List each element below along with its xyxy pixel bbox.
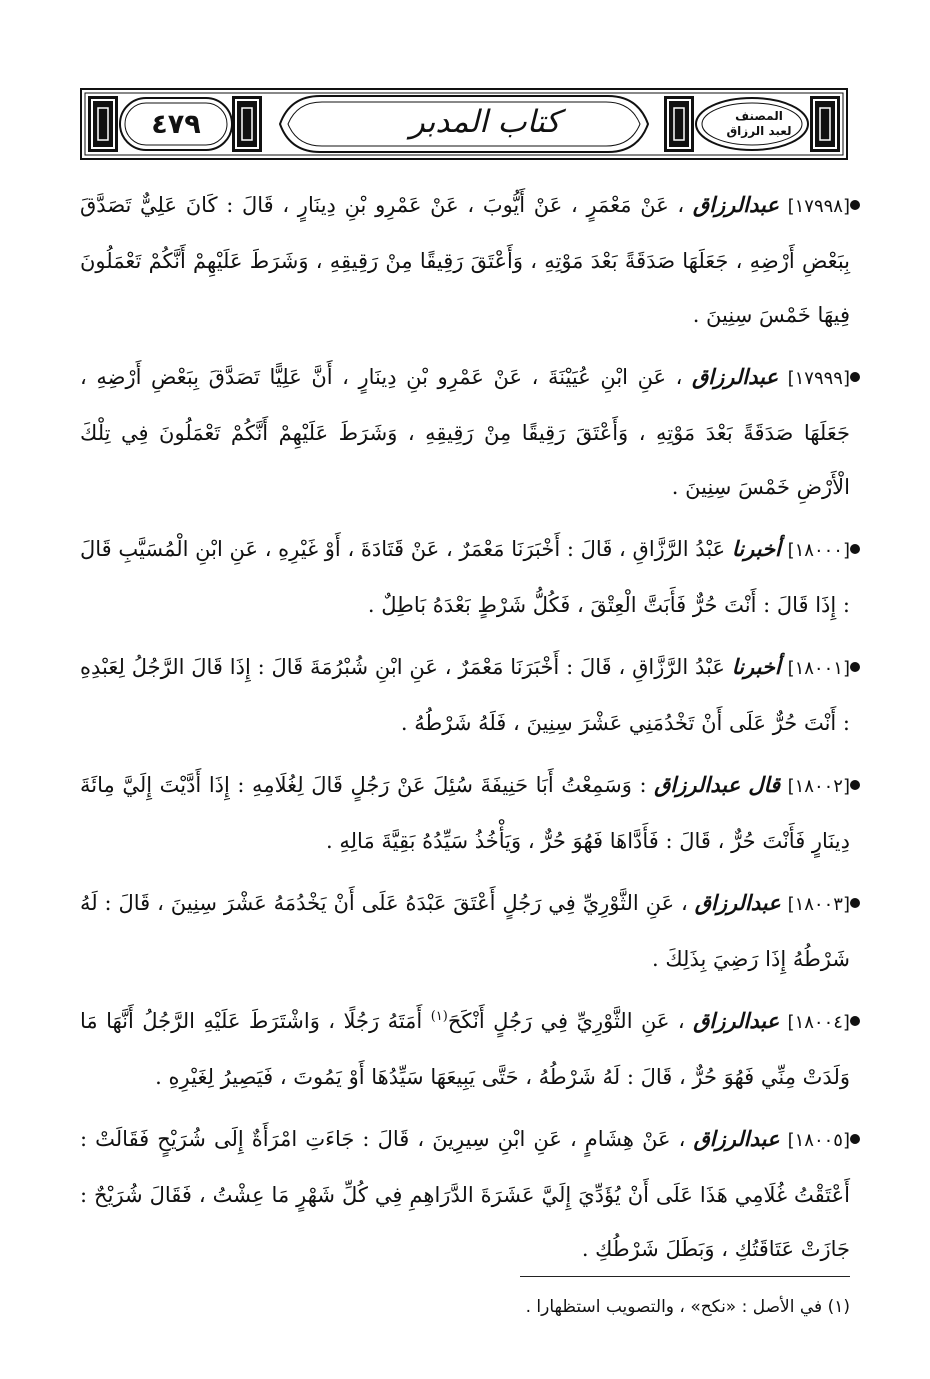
hadith-entry xyxy=(80,758,850,868)
bullet-icon xyxy=(850,544,860,554)
bullet-icon xyxy=(850,1134,860,1144)
footnote-reference[interactable]: (١) xyxy=(430,1009,448,1024)
hadith-text: ، عَنْ مَعْمَرٍ ، عَنْ أَيُّوبَ ، عَنْ عَمْرِو بْنِ دِينَارٍ ، قَالَ : كَانَ عَلِيٌّ تَصَدَّقَ بِبَعْضِ أَرْضِهِ ، جَعَلَهَا صَدَقَةً بَعْدَ مَوْتِهِ ، وَأَعْتَقَ رَقِيقًا مِنْ رَقِيقِهِ ، وَشَرَطَ عَلَيْهِمْ أَنَّكُمْ تَعْمَلُونَ فِيهَا خَمْسَ سِنِينَ . xyxy=(80,193,850,327)
hadith-entry xyxy=(80,640,850,750)
hadith-number: [١٧٩٩٨] xyxy=(787,196,850,217)
emblem-line-1: المصنف xyxy=(735,109,783,123)
emblem xyxy=(700,100,818,148)
hadith-entry xyxy=(80,522,850,632)
book-title: كتاب المدبر xyxy=(409,104,561,140)
hadith-number: [١٨٠٠٣] xyxy=(787,894,850,915)
emblem-line-2: لعبد الرزاق xyxy=(726,124,792,138)
hadith-text: عَبْدُ الرَّزَّاقِ ، قَالَ : أَخْبَرَنَا مَعْمَرٌ ، عَنْ قَتَادَةَ ، أَوْ غَيْرِهِ ، عَنِ ابْنِ الْمُسَيَّبِ قَالَ : إِذَا قَالَ : أَنْتَ حُرٌّ فَأَبَتَّ الْعِتْقَ ، فَكُلُّ شَرْطٍ بَعْدَهُ بَاطِلٌ . xyxy=(80,537,850,617)
hadith-narrator: عبدالرزاق xyxy=(693,1008,780,1033)
hadith-list xyxy=(80,178,850,1284)
hadith-entry xyxy=(80,994,850,1104)
hadith-narrator: عبدالرزاق xyxy=(694,890,781,915)
hadith-text: عَبْدُ الرَّزَّاقِ ، قَالَ : أَخْبَرَنَا مَعْمَرٌ ، عَنِ ابْنِ شُبْرُمَةَ قَالَ : إِذَا قَالَ الرَّجُلُ لِعَبْدِهِ : أَنْتَ حُرٌّ عَلَى أَنْ تَخْدُمَنِي عَشْرَ سِنِينَ ، فَلَهُ شَرْطُهُ . xyxy=(80,655,850,735)
footnote: (١) في الأصل : «نكح» ، والتصويب استظهارا . xyxy=(525,1297,850,1317)
bullet-icon xyxy=(850,780,860,790)
hadith-number: [١٧٩٩٩] xyxy=(787,368,850,389)
bullet-icon xyxy=(850,372,860,382)
hadith-number: [١٨٠٠٥] xyxy=(787,1130,850,1151)
hadith-entry xyxy=(80,350,850,514)
hadith-text: ، عَنِ الثَّوْرِيِّ فِي رَجُلٍ أَعْتَقَ عَبْدَهُ عَلَى أَنْ يَخْدُمَهُ عَشْرَ سِنِينَ ، قَالَ : لَهُ شَرْطُهُ إِذَا رَضِيَ بِذَلِكَ . xyxy=(80,891,850,971)
hadith-text: : وَسَمِعْتُ أَبَا حَنِيفَةَ سُئِلَ عَنْ رَجُلٍ قَالَ لِغُلَامِهِ : إِذَا أَدَّيْتَ إِلَيَّ مِائَةَ دِينَارٍ فَأَنْتَ حُرٌّ ، قَالَ : فَأَدَّاهَا فَهُوَ حُرٌّ ، وَيَأْخُذُ سَيِّدُهُ بَقِيَّةَ مَالِهِ . xyxy=(80,773,850,853)
footnote-divider xyxy=(520,1276,850,1277)
hadith-number: [١٨٠٠٢] xyxy=(787,776,850,797)
hadith-entry xyxy=(80,178,850,342)
hadith-narrator: قال عبدالرزاق xyxy=(654,772,780,797)
bullet-icon xyxy=(850,1016,860,1026)
bullet-icon xyxy=(850,898,860,908)
hadith-entry xyxy=(80,1112,850,1276)
hadith-number: [١٨٠٠٤] xyxy=(787,1012,850,1033)
hadith-text: أَمَتَهُ رَجُلًا ، وَاشْتَرَطَ عَلَيْهِ الرَّجُلُ أَنَّهَا مَا وَلَدَتْ مِنِّي فَهُوَ حُرٌّ ، قَالَ : لَهُ شَرْطُهُ ، حَتَّى يَبِيعَهَا سَيِّدُهَا أَوْ يَمُوتَ ، فَيَصِيرُ لِغَيْرِهِ . xyxy=(80,1009,850,1089)
hadith-narrator: عبدالرزاق xyxy=(692,192,779,217)
page-number: ٤٧٩ xyxy=(151,108,201,140)
hadith-narrator: عبدالرزاق xyxy=(692,364,778,389)
hadith-narrator: أخبرنا xyxy=(731,654,781,679)
bullet-icon xyxy=(850,200,860,210)
page-header xyxy=(80,88,848,160)
hadith-text: ، عَنْ هِشَامٍ ، عَنِ ابْنِ سِيرِينَ ، قَالَ : جَاءَتِ امْرَأَةٌ إِلَى شُرَيْحٍ فَقَالَتْ : أَعْتَقْتُ غُلَامِي هَذَا عَلَى أَنْ يُؤَدِّيَ إِلَيَّ عَشَرَةَ الدَّرَاهِمِ فِي كُلِّ شَهْرٍ مَا عِشْتُ ، فَقَالَ شُرَيْحٌ : جَازَتْ عَتَاقَتُكِ ، وَبَطَلَ شَرْطُكِ . xyxy=(80,1127,850,1261)
hadith-text-before-note: ، عَنِ الثَّوْرِيِّ فِي رَجُلٍ أَنْكَحَ xyxy=(447,1009,685,1033)
hadith-number: [١٨٠٠٠] xyxy=(787,540,850,561)
hadith-number: [١٨٠٠١] xyxy=(787,658,850,679)
bullet-icon xyxy=(850,662,860,672)
hadith-narrator: عبدالرزاق xyxy=(693,1126,780,1151)
hadith-narrator: أخبرنا xyxy=(731,536,781,561)
hadith-entry xyxy=(80,876,850,986)
hadith-text: ، عَنِ ابْنِ عُيَيْنَةَ ، عَنْ عَمْرِو بْنِ دِينَارٍ ، أَنَّ عَلِيًّا تَصَدَّقَ بِبَعْضِ أَرْضِهِ ، جَعَلَهَا صَدَقَةً بَعْدَ مَوْتِهِ ، وَأَعْتَقَ رَقِيقًا مِنْ رَقِيقِهِ ، وَشَرَطَ عَلَيْهِمْ أَنَّكُمْ تَعْمَلُونَ فِي تِلْكَ الْأَرْضِ خَمْسَ سِنِينَ . xyxy=(80,365,850,499)
